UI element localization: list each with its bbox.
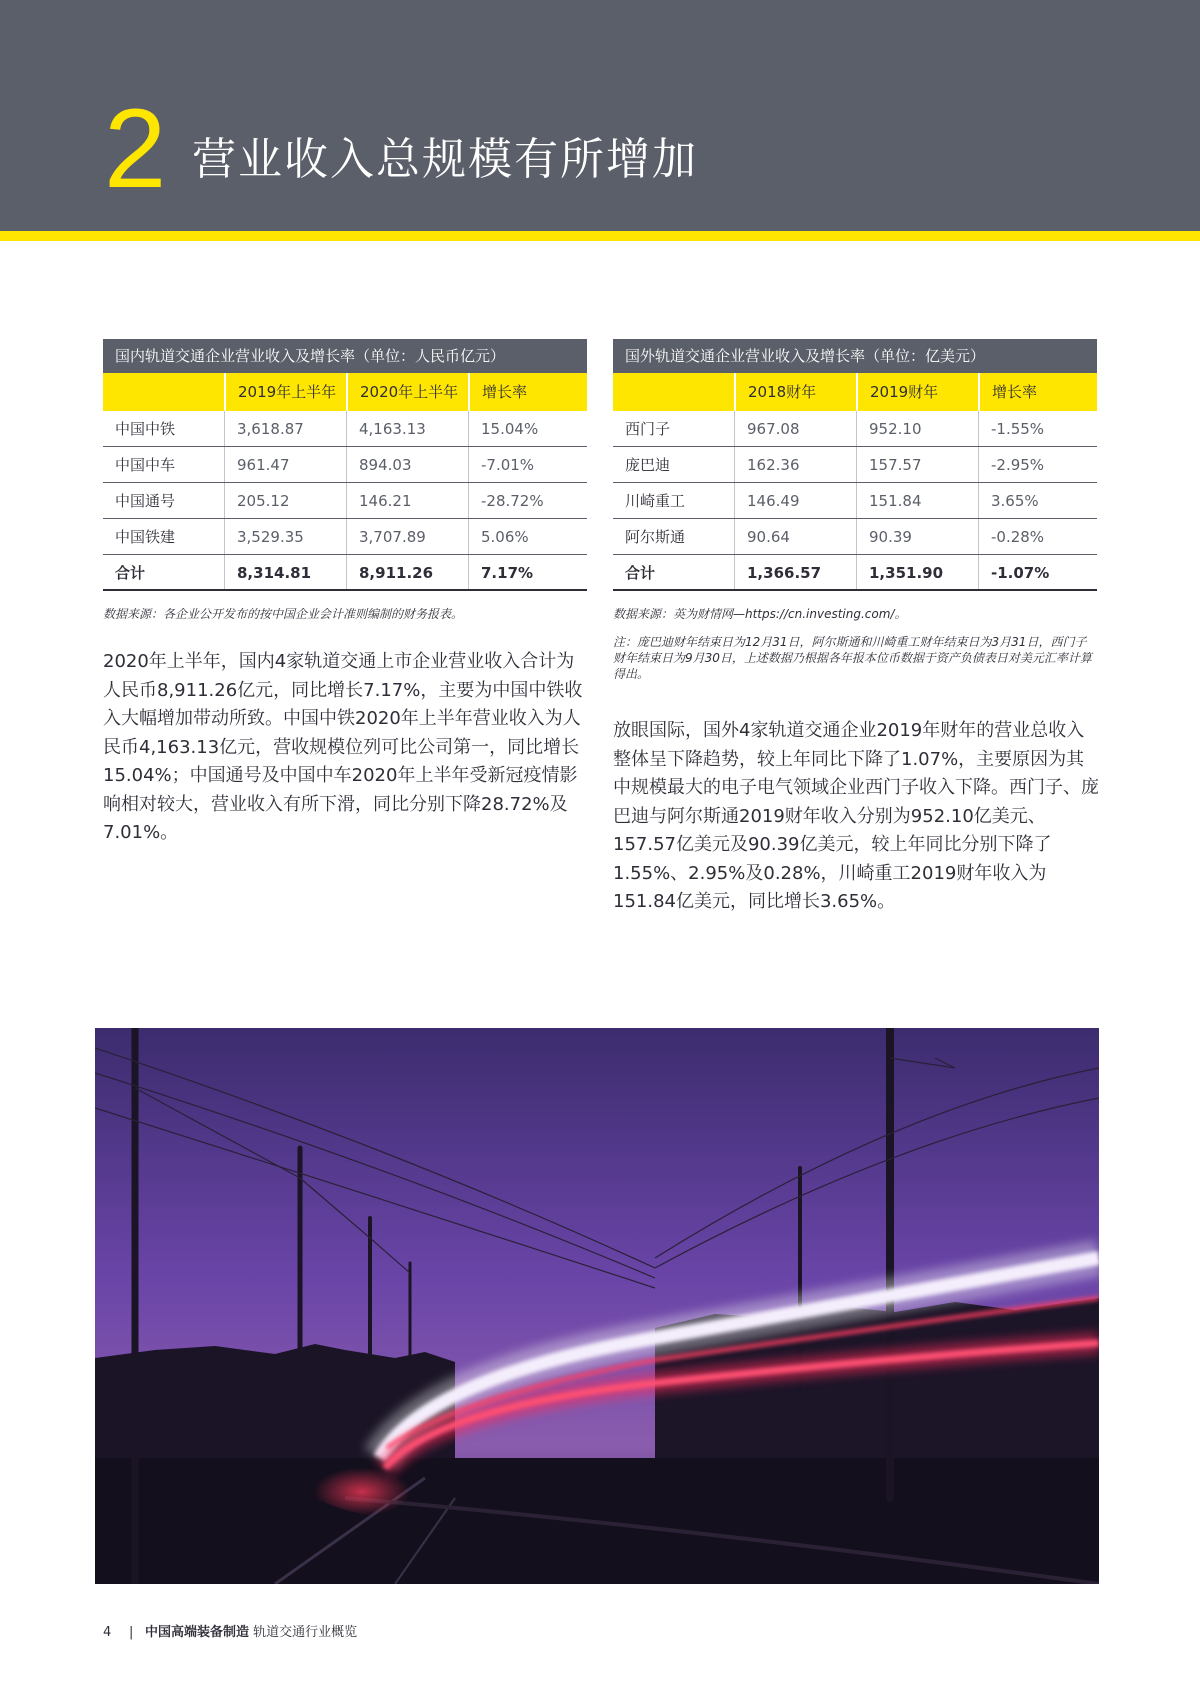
total-growth-cell: -1.07%	[978, 555, 1097, 589]
value-cell: 4,163.13	[346, 411, 468, 446]
header-cell	[613, 373, 734, 411]
header-cell: 2018财年	[734, 373, 856, 411]
total-growth-cell: 7.17%	[468, 555, 587, 589]
value-cell: 3,707.89	[346, 519, 468, 554]
table-row	[103, 411, 587, 447]
foreign-table-note: 注：庞巴迪财年结束日为12月31日，阿尔斯通和川崎重工财年结束日为3月31日，西门子财年结束日为9月30日，上述数据乃根据各年报本位币数据于资产负债表日对美元汇率计算得出。	[613, 635, 1092, 681]
table-row	[613, 411, 1097, 447]
publication-subtitle: 轨道交通行业概览	[253, 1625, 358, 1640]
railway-light-trail-photo	[95, 1028, 1099, 1584]
section-number: 2	[104, 86, 167, 211]
value-cell: 146.49	[734, 483, 856, 518]
foreign-analysis-paragraph: 放眼国际，国外4家轨道交通企业2019年财年的营业总收入整体呈下降趋势，较上年同比下降了1.07%，主要原因为其中规模最大的电子电气领域企业西门子收入下降。西门子、庞巴迪与阿尔斯通2019财年收入分别为952.10亿美元、157.57亿美元及90.39亿美元，较上年同比分别下降了1.55%、2.95%及0.28%，川崎重工2019财年收入为151.84亿美元，同比增长3.65%。	[613, 720, 1099, 912]
domestic-table-source: 数据来源：各企业公开发布的按中国企业会计准则编制的财务报表。	[103, 607, 464, 621]
company-cell: 中国中铁	[115, 420, 176, 438]
header-cell: 2019财年	[856, 373, 978, 411]
value-cell: 90.39	[856, 519, 978, 554]
total-value-cell: 8,314.81	[224, 555, 346, 589]
value-cell: 3,529.35	[224, 519, 346, 554]
publication-name: 中国高端装备制造	[145, 1625, 250, 1640]
value-cell: 162.36	[734, 447, 856, 482]
company-cell: 西门子	[625, 420, 671, 438]
total-label-cell: 合计	[625, 564, 656, 582]
growth-cell: -2.95%	[978, 447, 1097, 482]
table-total-row	[103, 555, 587, 591]
value-cell: 205.12	[224, 483, 346, 518]
total-value-cell: 1,351.90	[856, 555, 978, 589]
page-footer	[103, 1624, 357, 1642]
section-header-band	[0, 0, 1200, 231]
table-row	[103, 447, 587, 483]
value-cell: 157.57	[856, 447, 978, 482]
header-accent-rule	[0, 231, 1200, 241]
section-title: 营业收入总规模有所增加	[192, 134, 698, 185]
value-cell: 967.08	[734, 411, 856, 446]
value-cell: 146.21	[346, 483, 468, 518]
value-cell: 894.03	[346, 447, 468, 482]
domestic-table-caption: 国内轨道交通企业营业收入及增长率（单位：人民币亿元）	[103, 339, 587, 373]
growth-cell: -0.28%	[978, 519, 1097, 554]
table-row	[103, 519, 587, 555]
table-row	[613, 483, 1097, 519]
value-cell: 961.47	[224, 447, 346, 482]
growth-cell: 3.65%	[978, 483, 1097, 518]
growth-cell: -7.01%	[468, 447, 587, 482]
footer-separator: |	[129, 1625, 134, 1640]
value-cell: 90.64	[734, 519, 856, 554]
table-row	[613, 519, 1097, 555]
header-cell: 2020年上半年	[346, 373, 468, 411]
domestic-analysis-paragraph: 2020年上半年，国内4家轨道交通上市企业营业收入合计为人民币8,911.26亿元，同比增长7.17%，主要为中国中铁收入大幅增加带动所致。中国中铁2020年上半年营业收入为人民币4,163.13亿元，营收规模位列可比公司第一，同比增长15.04%；中国通号及中国中车2020年上半年受新冠疫情影响相对较大，营业收入有所下滑，同比分别下降28.72%及7.01%。	[103, 651, 583, 843]
table-row	[613, 447, 1097, 483]
page-number: 4	[103, 1625, 112, 1640]
growth-cell: 15.04%	[468, 411, 587, 446]
company-cell: 中国中车	[115, 456, 176, 474]
foreign-revenue-table	[613, 339, 1097, 591]
table-row	[103, 483, 587, 519]
growth-cell: 5.06%	[468, 519, 587, 554]
company-cell: 庞巴迪	[625, 456, 671, 474]
company-cell: 阿尔斯通	[625, 528, 686, 546]
photo-illustration	[95, 1028, 1099, 1584]
table-total-row	[613, 555, 1097, 591]
company-cell: 中国铁建	[115, 528, 176, 546]
value-cell: 3,618.87	[224, 411, 346, 446]
company-cell: 川崎重工	[625, 492, 686, 510]
total-label-cell: 合计	[115, 564, 146, 582]
header-cell: 增长率	[468, 373, 587, 411]
value-cell: 952.10	[856, 411, 978, 446]
company-cell: 中国通号	[115, 492, 176, 510]
foreign-table-source: 数据来源：英为财情网—https://cn.investing.com/。	[613, 607, 907, 621]
growth-cell: -28.72%	[468, 483, 587, 518]
domestic-table-header	[103, 373, 587, 411]
header-cell: 2019年上半年	[224, 373, 346, 411]
growth-cell: -1.55%	[978, 411, 1097, 446]
header-cell: 增长率	[978, 373, 1097, 411]
total-value-cell: 1,366.57	[734, 555, 856, 589]
foreign-table-caption: 国外轨道交通企业营业收入及增长率（单位：亿美元）	[613, 339, 1097, 373]
header-cell	[103, 373, 224, 411]
value-cell: 151.84	[856, 483, 978, 518]
domestic-revenue-table	[103, 339, 587, 591]
foreign-table-header	[613, 373, 1097, 411]
total-value-cell: 8,911.26	[346, 555, 468, 589]
